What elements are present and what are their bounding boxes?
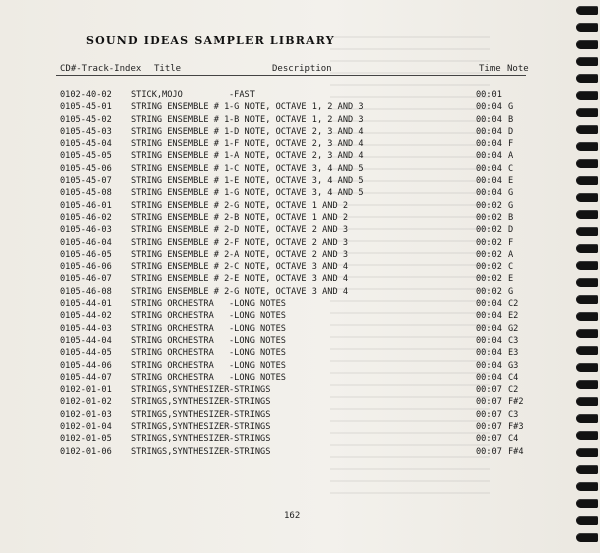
cell-note: G3 [508, 360, 519, 371]
cell-description: -LONG NOTES [229, 348, 286, 359]
cell-note: E3 [508, 348, 519, 359]
cell-cd-track-index: 0105-45-06 [60, 163, 112, 174]
cell-description: -E NOTE, OCTAVE 3 AND 4 [229, 274, 348, 285]
cell-description: -LONG NOTES [229, 323, 286, 334]
cell-title: STRING ORCHESTRA [131, 299, 214, 310]
table-row [0, 287, 600, 299]
cell-note: F [508, 237, 514, 248]
cell-description: -G NOTE, OCTAVE 3 AND 4 [229, 286, 348, 297]
cell-title: STRING ENSEMBLE # 2 [131, 200, 230, 211]
spiral-ring [576, 142, 598, 151]
cell-cd-track-index: 0105-44-05 [60, 348, 112, 359]
table-row [0, 348, 600, 360]
table-row [0, 176, 600, 188]
spiral-ring [576, 414, 598, 423]
cell-note: C3 [508, 335, 519, 346]
spiral-ring [576, 159, 598, 168]
cell-note: G [508, 200, 514, 211]
spiral-ring [576, 448, 598, 457]
spiral-ring [576, 312, 598, 321]
cell-title: STRING ENSEMBLE # 1 [131, 114, 230, 125]
table-row [0, 151, 600, 163]
cell-note: C3 [508, 409, 519, 420]
cell-note: D [508, 126, 514, 137]
spiral-ring [576, 533, 598, 542]
spiral-ring [576, 125, 598, 134]
cell-title: STRING ENSEMBLE # 2 [131, 274, 230, 285]
cell-time: 00:07 [476, 434, 502, 445]
cell-time: 00:04 [476, 151, 502, 162]
cell-title: STRING ORCHESTRA [131, 311, 214, 322]
cell-title: STRINGS,SYNTHESIZER [131, 397, 230, 408]
cell-description: -LONG NOTES [229, 311, 286, 322]
cell-title: STRING ENSEMBLE # 2 [131, 286, 230, 297]
cell-cd-track-index: 0102-01-03 [60, 409, 112, 420]
cell-cd-track-index: 0105-46-01 [60, 200, 112, 211]
table-row [0, 274, 600, 286]
spiral-ring [576, 397, 598, 406]
spiral-ring [576, 244, 598, 253]
table-row [0, 361, 600, 373]
cell-time: 00:04 [476, 299, 502, 310]
cell-description: -G NOTE, OCTAVE 1, 2 AND 3 [229, 102, 364, 113]
page-title: SOUND IDEAS SAMPLER LIBRARY [86, 34, 335, 47]
cell-cd-track-index: 0105-45-05 [60, 151, 112, 162]
spiral-ring [576, 465, 598, 474]
cell-note: B [508, 114, 514, 125]
cell-description: -E NOTE, OCTAVE 3, 4 AND 5 [229, 176, 364, 187]
cell-title: STRINGS,SYNTHESIZER [131, 446, 230, 457]
cell-title: STRING ENSEMBLE # 1 [131, 126, 230, 137]
cell-note: E [508, 176, 514, 187]
cell-time: 00:07 [476, 446, 502, 457]
cell-note: F [508, 139, 514, 150]
table-row [0, 115, 600, 127]
cell-cd-track-index: 0105-46-05 [60, 249, 112, 260]
cell-title: STRING ENSEMBLE # 1 [131, 188, 230, 199]
column-header-title: Title [154, 64, 182, 74]
cell-title: STICK,MOJO [131, 90, 183, 100]
cell-time: 00:07 [476, 397, 502, 408]
cell-title: STRING ENSEMBLE # 1 [131, 151, 230, 162]
column-header-cd-track-index: CD#-Track-Index [60, 64, 142, 74]
cell-cd-track-index: 0105-45-08 [60, 188, 112, 199]
cell-time: 00:04 [476, 139, 502, 150]
cell-note: C4 [508, 434, 519, 445]
spiral-ring [576, 108, 598, 117]
cell-title: STRING ENSEMBLE # 1 [131, 139, 230, 150]
cell-description: -A NOTE, OCTAVE 2 AND 3 [229, 249, 348, 260]
cell-note: G2 [508, 323, 519, 334]
cell-note: C2 [508, 385, 519, 396]
cell-note: B [508, 212, 514, 223]
library-table [0, 90, 600, 459]
cell-time: 00:01 [476, 90, 502, 100]
table-row [0, 373, 600, 385]
table-row [0, 311, 600, 323]
cell-description: -LONG NOTES [229, 360, 286, 371]
cell-title: STRING ORCHESTRA [131, 360, 214, 371]
cell-cd-track-index: 0105-44-02 [60, 311, 112, 322]
cell-description: -FAST [229, 90, 255, 100]
spiral-ring [576, 380, 598, 389]
spiral-binding [570, 0, 600, 553]
cell-title: STRING ENSEMBLE # 1 [131, 102, 230, 113]
cell-title: STRING ENSEMBLE # 2 [131, 249, 230, 260]
cell-description: -B NOTE, OCTAVE 1, 2 AND 3 [229, 114, 364, 125]
table-row [0, 434, 600, 446]
cell-time: 00:02 [476, 274, 502, 285]
table-row [0, 213, 600, 225]
cell-description: -STRINGS [229, 409, 271, 420]
cell-title: STRINGS,SYNTHESIZER [131, 385, 230, 396]
table-row [0, 410, 600, 422]
cell-description: -D NOTE, OCTAVE 2 AND 3 [229, 225, 348, 236]
cell-description: -STRINGS [229, 385, 271, 396]
spiral-ring [576, 210, 598, 219]
cell-note: C2 [508, 299, 519, 310]
cell-cd-track-index: 0102-01-04 [60, 422, 112, 433]
cell-cd-track-index: 0102-40-02 [60, 90, 112, 100]
cell-title: STRING ENSEMBLE # 2 [131, 225, 230, 236]
cell-cd-track-index: 0105-46-08 [60, 286, 112, 297]
cell-description: -STRINGS [229, 446, 271, 457]
table-row [0, 127, 600, 139]
cell-cd-track-index: 0105-44-07 [60, 372, 112, 383]
cell-time: 00:04 [476, 323, 502, 334]
table-row [0, 324, 600, 336]
cell-cd-track-index: 0105-46-07 [60, 274, 112, 285]
spiral-ring [576, 431, 598, 440]
header-rule [56, 75, 526, 76]
table-row [0, 422, 600, 434]
cell-title: STRING ENSEMBLE # 2 [131, 212, 230, 223]
cell-time: 00:02 [476, 212, 502, 223]
cell-title: STRING ORCHESTRA [131, 323, 214, 334]
cell-cd-track-index: 0102-01-01 [60, 385, 112, 396]
column-header-description: Description [272, 64, 332, 74]
table-row [0, 238, 600, 250]
table-row [0, 201, 600, 213]
cell-description: -LONG NOTES [229, 335, 286, 346]
cell-time: 00:02 [476, 286, 502, 297]
cell-cd-track-index: 0105-44-01 [60, 299, 112, 310]
spiral-ring [576, 329, 598, 338]
cell-description: -LONG NOTES [229, 372, 286, 383]
column-header-time: Time [479, 64, 501, 74]
cell-time: 00:04 [476, 126, 502, 137]
table-row [0, 188, 600, 200]
table-row [0, 336, 600, 348]
cell-cd-track-index: 0105-45-01 [60, 102, 112, 113]
cell-time: 00:02 [476, 237, 502, 248]
cell-cd-track-index: 0105-46-02 [60, 212, 112, 223]
table-row [0, 385, 600, 397]
cell-description: -C NOTE, OCTAVE 3, 4 AND 5 [229, 163, 364, 174]
cell-time: 00:04 [476, 102, 502, 113]
cell-note: F#2 [508, 397, 524, 408]
cell-cd-track-index: 0102-01-06 [60, 446, 112, 457]
cell-note: A [508, 249, 514, 260]
cell-time: 00:02 [476, 249, 502, 260]
table-row [0, 299, 600, 311]
cell-title: STRING ENSEMBLE # 2 [131, 237, 230, 248]
cell-cd-track-index: 0105-44-03 [60, 323, 112, 334]
cell-cd-track-index: 0105-45-07 [60, 176, 112, 187]
spiral-ring [576, 346, 598, 355]
cell-description: -G NOTE, OCTAVE 1 AND 2 [229, 200, 348, 211]
cell-description: -D NOTE, OCTAVE 2, 3 AND 4 [229, 126, 364, 137]
table-row [0, 397, 600, 409]
cell-time: 00:04 [476, 188, 502, 199]
cell-cd-track-index: 0105-45-02 [60, 114, 112, 125]
cell-note: G [508, 286, 514, 297]
cell-time: 00:02 [476, 225, 502, 236]
cell-description: -LONG NOTES [229, 299, 286, 310]
table-row [0, 102, 600, 114]
cell-cd-track-index: 0105-45-03 [60, 126, 112, 137]
spiral-ring [576, 193, 598, 202]
cell-title: STRINGS,SYNTHESIZER [131, 434, 230, 445]
table-row [0, 139, 600, 151]
cell-cd-track-index: 0105-46-03 [60, 225, 112, 236]
cell-note: E2 [508, 311, 519, 322]
cell-cd-track-index: 0105-44-06 [60, 360, 112, 371]
cell-title: STRING ORCHESTRA [131, 372, 214, 383]
cell-title: STRINGS,SYNTHESIZER [131, 422, 230, 433]
spiral-ring [576, 499, 598, 508]
cell-note: F#4 [508, 446, 524, 457]
spiral-ring [576, 23, 598, 32]
cell-description: -A NOTE, OCTAVE 2, 3 AND 4 [229, 151, 364, 162]
spiral-ring [576, 57, 598, 66]
spiral-ring [576, 6, 598, 15]
spiral-ring [576, 295, 598, 304]
spiral-ring [576, 176, 598, 185]
spiral-ring [576, 482, 598, 491]
cell-note: C [508, 262, 514, 273]
spiral-ring [576, 363, 598, 372]
spiral-ring [576, 261, 598, 270]
cell-cd-track-index: 0105-45-04 [60, 139, 112, 150]
cell-time: 00:07 [476, 385, 502, 396]
cell-cd-track-index: 0102-01-05 [60, 434, 112, 445]
cell-time: 00:04 [476, 372, 502, 383]
cell-cd-track-index: 0105-46-06 [60, 262, 112, 273]
cell-title: STRING ORCHESTRA [131, 335, 214, 346]
spiral-ring [576, 278, 598, 287]
cell-cd-track-index: 0102-01-02 [60, 397, 112, 408]
cell-time: 00:04 [476, 114, 502, 125]
cell-note: C4 [508, 372, 519, 383]
cell-time: 00:04 [476, 335, 502, 346]
cell-note: A [508, 151, 514, 162]
cell-time: 00:04 [476, 348, 502, 359]
cell-note: C [508, 163, 514, 174]
column-header-note: Note [507, 64, 529, 74]
cell-note: E [508, 274, 514, 285]
cell-description: -F NOTE, OCTAVE 2, 3 AND 4 [229, 139, 364, 150]
spiral-ring [576, 516, 598, 525]
cell-title: STRINGS,SYNTHESIZER [131, 409, 230, 420]
cell-title: STRING ENSEMBLE # 2 [131, 262, 230, 273]
cell-time: 00:07 [476, 409, 502, 420]
cell-cd-track-index: 0105-44-04 [60, 335, 112, 346]
cell-note: G [508, 188, 514, 199]
table-row [0, 90, 600, 102]
cell-description: -B NOTE, OCTAVE 1 AND 2 [229, 212, 348, 223]
cell-time: 00:04 [476, 360, 502, 371]
cell-description: -STRINGS [229, 397, 271, 408]
cell-time: 00:02 [476, 262, 502, 273]
cell-title: STRING ENSEMBLE # 1 [131, 176, 230, 187]
cell-title: STRING ENSEMBLE # 1 [131, 163, 230, 174]
cell-time: 00:02 [476, 200, 502, 211]
cell-description: -STRINGS [229, 422, 271, 433]
spiral-ring [576, 40, 598, 49]
cell-description: -STRINGS [229, 434, 271, 445]
cell-title: STRING ORCHESTRA [131, 348, 214, 359]
cell-time: 00:04 [476, 163, 502, 174]
cell-time: 00:07 [476, 422, 502, 433]
table-row [0, 262, 600, 274]
spiral-ring [576, 91, 598, 100]
cell-note: F#3 [508, 422, 524, 433]
table-row [0, 447, 600, 459]
cell-description: -F NOTE, OCTAVE 2 AND 3 [229, 237, 348, 248]
table-row [0, 250, 600, 262]
spiral-ring [576, 227, 598, 236]
cell-note: G [508, 102, 514, 113]
cell-note: D [508, 225, 514, 236]
cell-description: -G NOTE, OCTAVE 3, 4 AND 5 [229, 188, 364, 199]
page-number: 162 [284, 511, 301, 521]
cell-time: 00:04 [476, 311, 502, 322]
table-row [0, 225, 600, 237]
cell-time: 00:04 [476, 176, 502, 187]
spiral-ring [576, 74, 598, 83]
cell-description: -C NOTE, OCTAVE 3 AND 4 [229, 262, 348, 273]
cell-cd-track-index: 0105-46-04 [60, 237, 112, 248]
table-row [0, 164, 600, 176]
